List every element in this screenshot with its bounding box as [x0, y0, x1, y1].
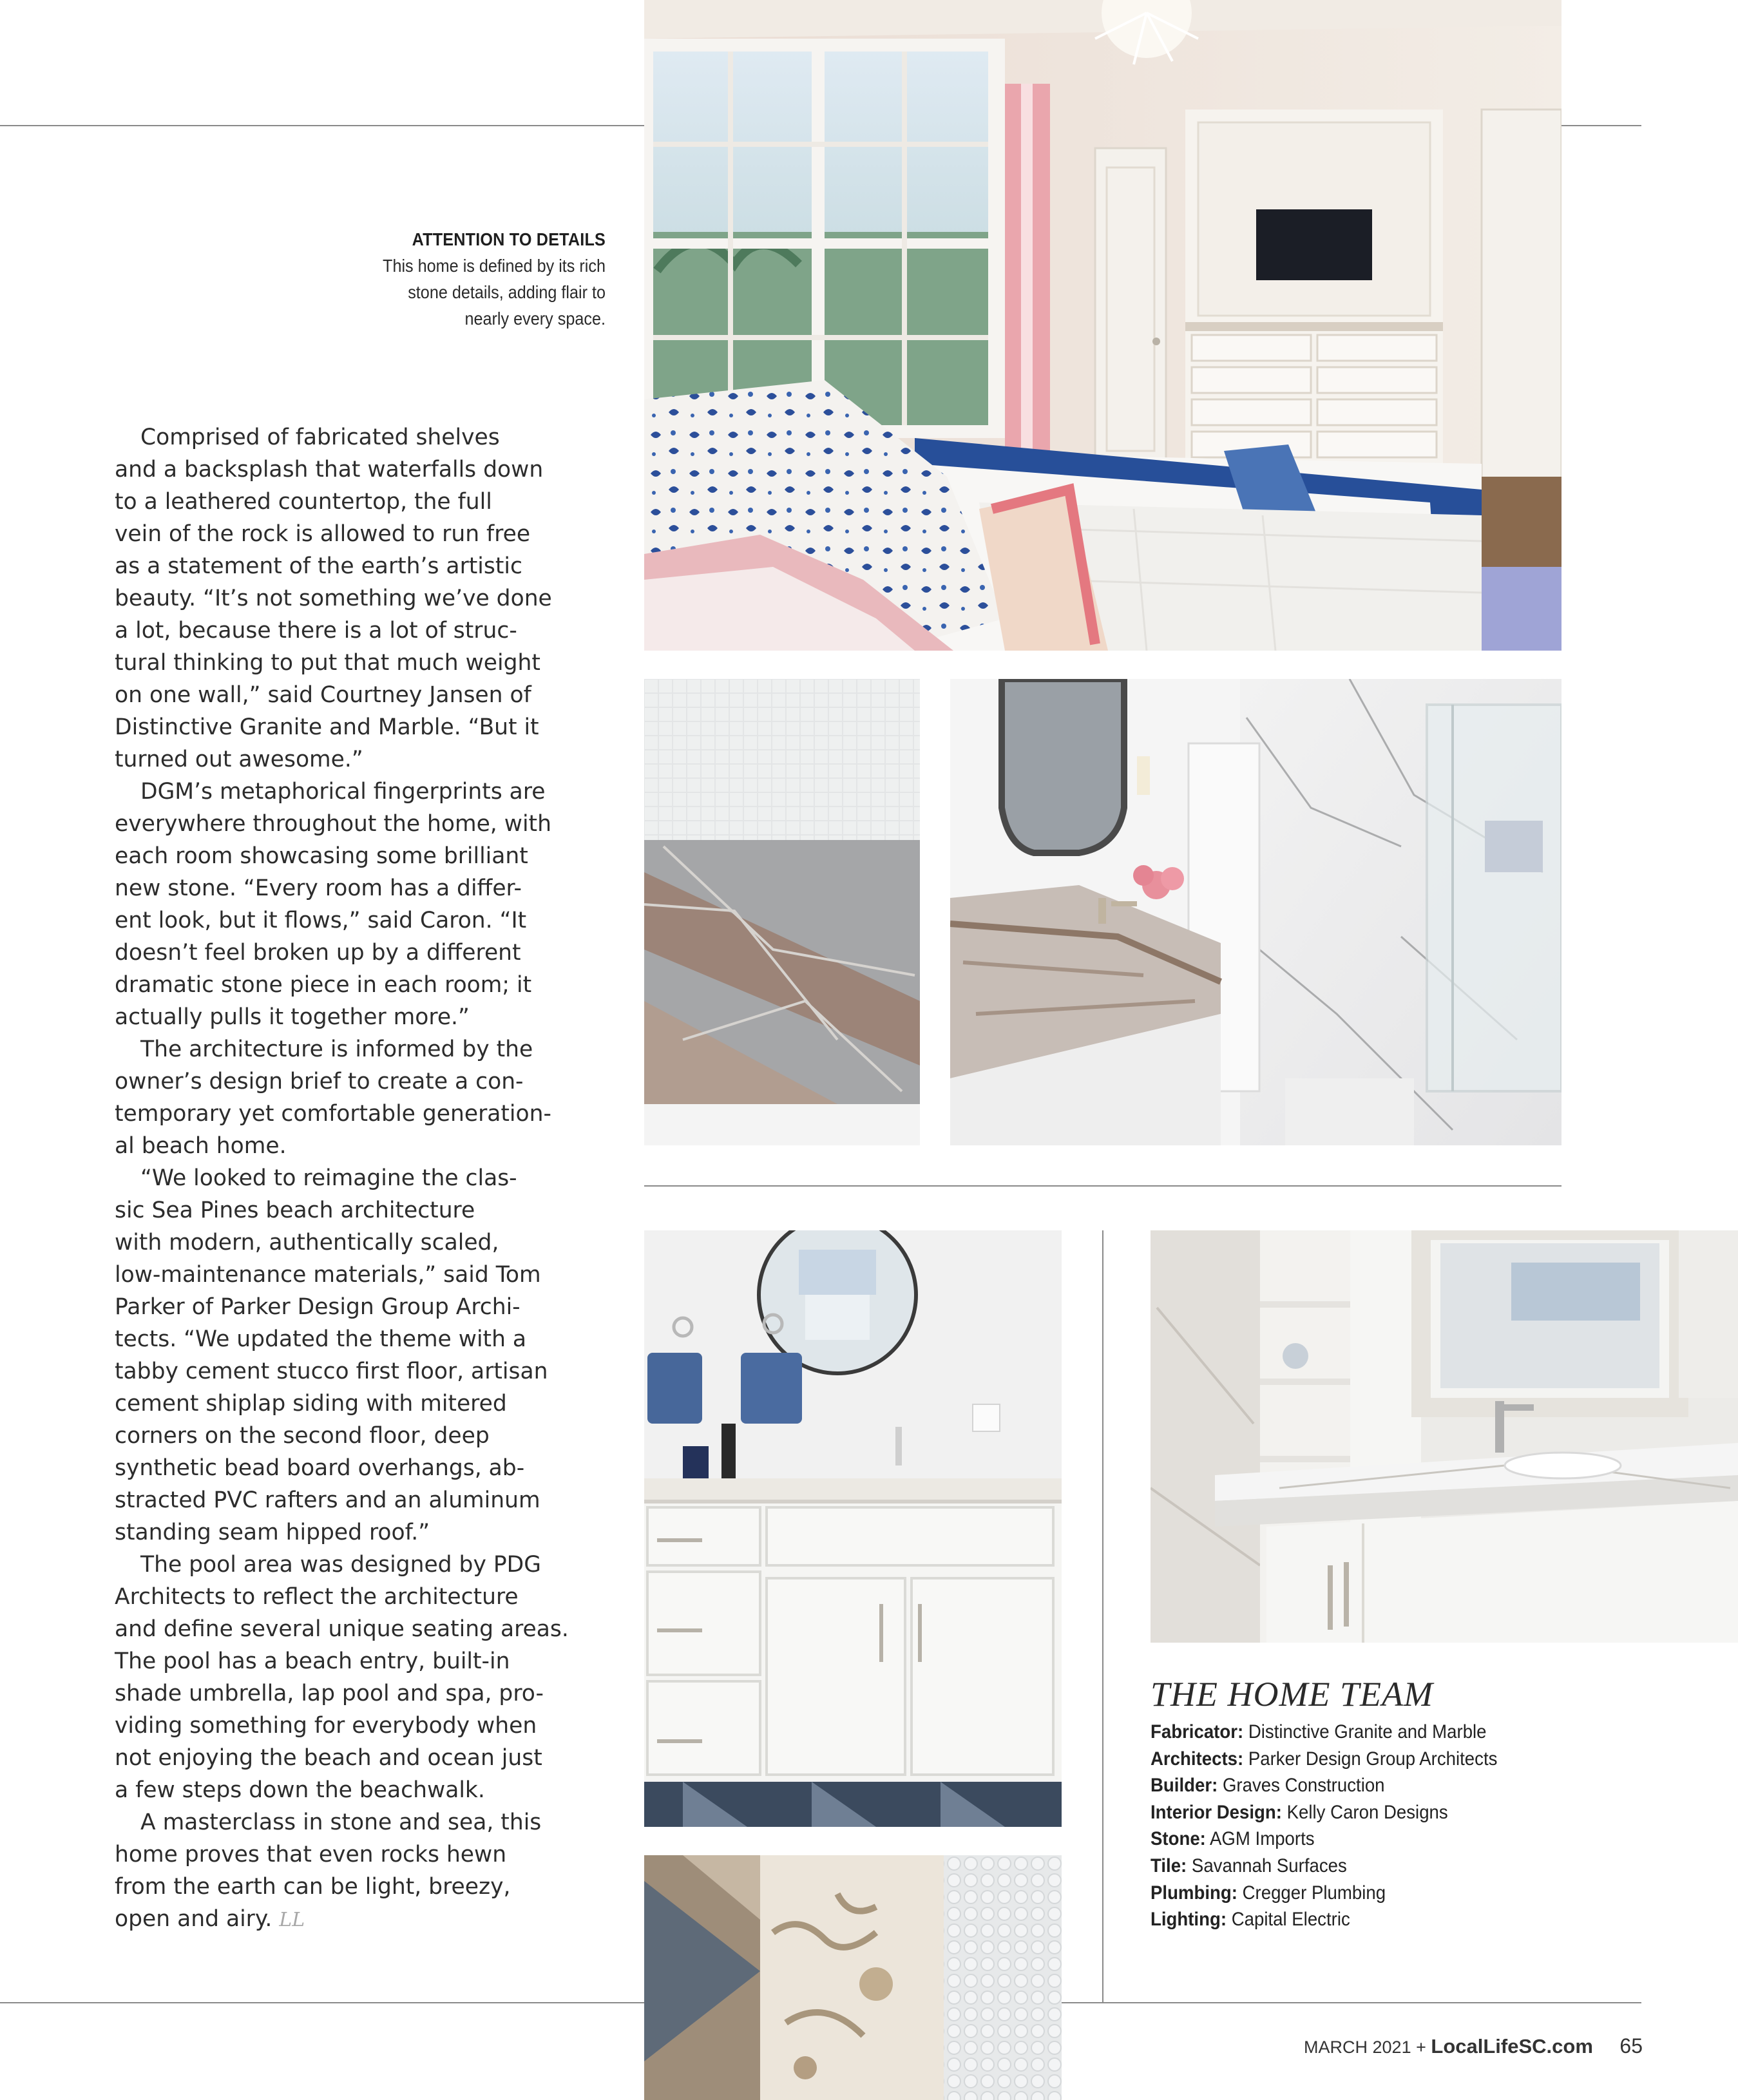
- article-line: actually pulls it together more.”: [115, 1004, 470, 1030]
- article-line: stracted PVC rafters and an aluminum: [115, 1487, 540, 1513]
- caption-line: This home is defined by its rich: [383, 256, 606, 276]
- team-member: Capital Electric: [1231, 1909, 1350, 1931]
- article-line: new stone. “Every room has a differ-: [115, 875, 522, 901]
- shell-mirror-bath-illustration: [1151, 1230, 1738, 1643]
- article-line: a lot, because there is a lot of struc-: [115, 618, 517, 644]
- article-line: [115, 1903, 553, 1935]
- article-line: The pool has a beach entry, built-in: [115, 1648, 510, 1674]
- team-row: [1151, 1799, 1625, 1826]
- photo-caption: [271, 227, 606, 332]
- team-role: Stone:: [1151, 1828, 1206, 1850]
- home-team-list: [1151, 1719, 1666, 1933]
- shell-mirror-bath-photo: [1151, 1230, 1738, 1643]
- guest-bath-illustration: [644, 1230, 1062, 1827]
- top-rule-left: [0, 125, 644, 126]
- page-number: 65: [1619, 2034, 1643, 2057]
- article-line: on one wall,” said Courtney Jansen of: [115, 682, 531, 708]
- article-line: home proves that even rocks hewn: [115, 1842, 507, 1867]
- master-bath-illustration: [950, 679, 1561, 1145]
- team-member: Savannah Surfaces: [1191, 1855, 1347, 1876]
- article-line: Comprised of fabricated shelves: [140, 425, 500, 450]
- home-team-credits: [1151, 1674, 1666, 1933]
- team-member: Kelly Caron Designs: [1286, 1801, 1448, 1823]
- article-line: “We looked to reimagine the clas-: [140, 1165, 517, 1191]
- team-member: Parker Design Group Architects: [1248, 1748, 1498, 1770]
- article-line: synthetic bead board overhangs, ab-: [115, 1455, 525, 1481]
- team-member: Graves Construction: [1222, 1775, 1385, 1797]
- signoff-mark: LL: [279, 1909, 305, 1931]
- page-footer: [1304, 2034, 1643, 2058]
- footer-site: LocalLifeSC.com: [1431, 2035, 1593, 2057]
- caption-line: nearly every space.: [464, 309, 606, 329]
- footer-issue: MARCH 2021 +: [1304, 2038, 1426, 2057]
- article-line: DGM’s metaphorical fingerprints are: [140, 779, 546, 805]
- article-line: The architecture is informed by the: [140, 1036, 533, 1062]
- article-line: cement shiplap siding with mitered: [115, 1391, 507, 1417]
- article-line: everywhere throughout the home, with: [115, 811, 551, 837]
- team-column-rule: [1102, 1230, 1103, 2003]
- bedroom-photo: [644, 0, 1561, 651]
- home-team-title: THE HOME TEAM: [1151, 1675, 1433, 1713]
- team-role: Plumbing:: [1151, 1882, 1237, 1904]
- team-role: Lighting:: [1151, 1909, 1227, 1931]
- middle-rule: [644, 1185, 1561, 1187]
- article-line: al beach home.: [115, 1133, 287, 1159]
- article-line: not enjoying the beach and ocean just: [115, 1745, 542, 1771]
- article-line: corners on the second floor, deep: [115, 1423, 490, 1449]
- article-line: shade umbrella, lap pool and spa, pro-: [115, 1681, 544, 1706]
- material-swatch-photo: [644, 1855, 1062, 2100]
- article-line: vein of the rock is allowed to run free: [115, 521, 531, 547]
- team-member: Distinctive Granite and Marble: [1248, 1721, 1487, 1742]
- article-line: as a statement of the earth’s artistic: [115, 553, 522, 579]
- article-line: doesn’t feel broken up by a different: [115, 940, 521, 966]
- article-line: each room showcasing some brilliant: [115, 843, 528, 869]
- team-row: [1151, 1719, 1625, 1746]
- article-line: from the earth can be light, breezy,: [115, 1874, 511, 1900]
- article-line: a few steps down the beachwalk.: [115, 1777, 485, 1803]
- caption-body: [304, 253, 606, 332]
- article-line: turned out awesome.”: [115, 747, 363, 772]
- team-row: [1151, 1826, 1625, 1853]
- team-role: Architects:: [1151, 1748, 1244, 1770]
- material-swatch-illustration: [644, 1855, 1062, 2100]
- article-line-text: open and airy.: [115, 1906, 272, 1932]
- bedroom-illustration: [644, 0, 1561, 651]
- article-line: tabby cement stucco first floor, artisan: [115, 1359, 548, 1384]
- article-line: standing seam hipped roof.”: [115, 1520, 430, 1545]
- stone-swatch-illustration: [644, 679, 920, 1145]
- article-line: Parker of Parker Design Group Archi-: [115, 1294, 520, 1320]
- team-row: [1151, 1906, 1625, 1933]
- article-line: sic Sea Pines beach architecture: [115, 1198, 475, 1223]
- master-bath-photo: [950, 679, 1561, 1145]
- team-row: [1151, 1772, 1625, 1799]
- team-role: Interior Design:: [1151, 1801, 1282, 1823]
- article-line: Architects to reflect the architecture: [115, 1584, 519, 1610]
- article-line: and define several unique seating areas.: [115, 1616, 569, 1642]
- article-line: viding something for everybody when: [115, 1713, 537, 1739]
- article-line: and a backsplash that waterfalls down: [115, 457, 544, 482]
- team-row: [1151, 1746, 1625, 1773]
- team-role: Tile:: [1151, 1855, 1187, 1876]
- article-line: tects. “We updated the theme with a: [115, 1326, 527, 1352]
- article-line: to a leathered countertop, the full: [115, 489, 492, 515]
- guest-bath-photo: [644, 1230, 1062, 1827]
- article-line: Distinctive Granite and Marble. “But it: [115, 714, 539, 740]
- article-line: ent look, but it flows,” said Caron. “It: [115, 908, 527, 933]
- caption-title: ATTENTION TO DETAILS: [412, 229, 606, 249]
- article-line: A masterclass in stone and sea, this: [140, 1809, 542, 1835]
- caption-line: stone details, adding flair to: [408, 282, 606, 302]
- article-line: owner’s design brief to create a con-: [115, 1069, 524, 1094]
- top-rule-right: [1560, 125, 1641, 126]
- article-line: dramatic stone piece in each room; it: [115, 972, 532, 998]
- article-line: temporary yet comfortable generation-: [115, 1101, 551, 1127]
- article-line: beauty. “It’s not something we’ve done: [115, 586, 552, 611]
- article-line: low-maintenance materials,” said Tom: [115, 1262, 541, 1288]
- team-role: Fabricator:: [1151, 1721, 1244, 1742]
- team-role: Builder:: [1151, 1775, 1218, 1797]
- team-row: [1151, 1853, 1625, 1880]
- team-row: [1151, 1880, 1625, 1907]
- article-line: tural thinking to put that much weight: [115, 650, 540, 676]
- article-line: with modern, authentically scaled,: [115, 1230, 499, 1255]
- article-body: [115, 421, 569, 1935]
- stone-swatch-photo: [644, 679, 920, 1145]
- article-line: The pool area was designed by PDG: [140, 1552, 541, 1578]
- team-member: Cregger Plumbing: [1242, 1882, 1386, 1904]
- team-member: AGM Imports: [1210, 1828, 1315, 1850]
